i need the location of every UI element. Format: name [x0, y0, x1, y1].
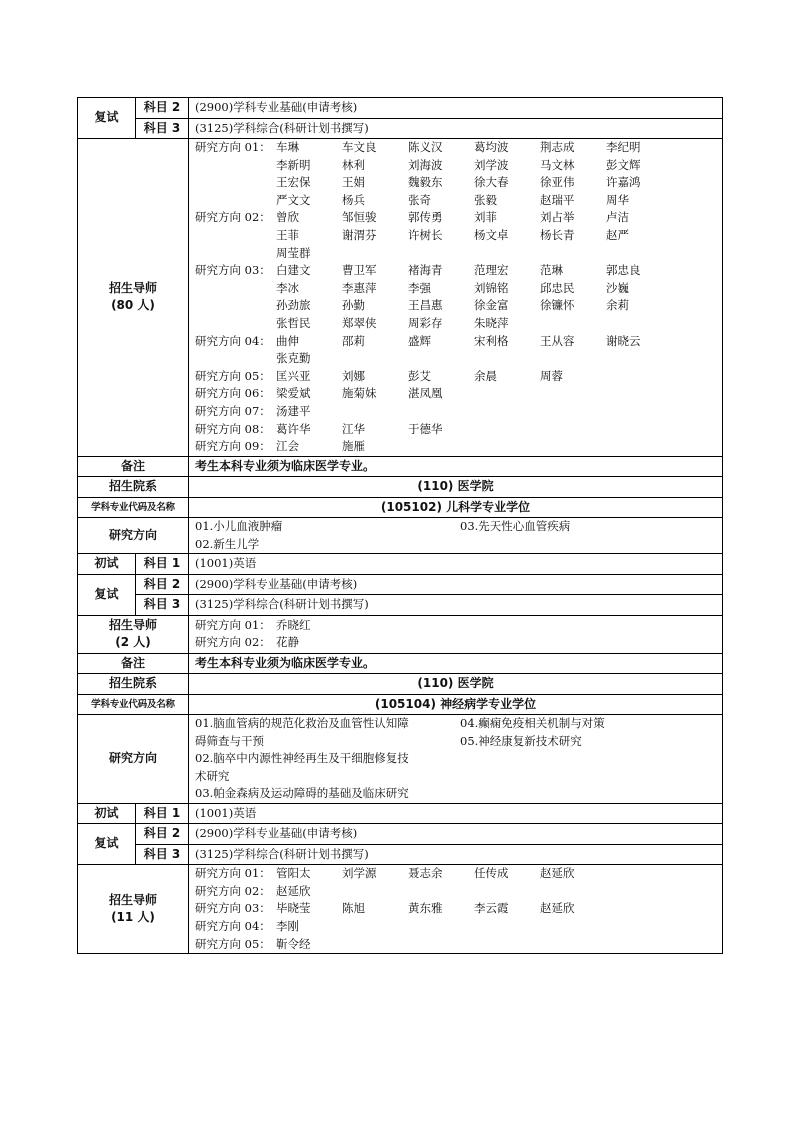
advisor-name: 严文文	[276, 192, 311, 207]
direction-prefix-spacer	[195, 350, 276, 368]
advisor-line	[195, 883, 716, 901]
advisor-name: 刘娜	[342, 368, 365, 383]
direction-prefix: 研究方向 05：	[195, 936, 271, 951]
direction-line: 02.脑卒中内源性神经再生及干细胞修复技	[195, 751, 409, 766]
direction-line: 03.帕金森病及运动障碍的基础及临床研究	[195, 786, 409, 801]
direction-line: 03.先天性心血管疾病	[460, 519, 571, 534]
direction-line: 04.癫痫免疫相关机制与对策	[460, 716, 605, 731]
direction-prefix: 研究方向 09：	[195, 439, 271, 454]
advisor-name: 任传成	[474, 866, 509, 881]
advisor-line	[195, 227, 716, 245]
advisor-name: 范理宏	[474, 263, 509, 278]
subject-3-value: (3125)学科综合(科研计划书撰写)	[189, 595, 723, 616]
advisor-name: 白建文	[276, 263, 311, 278]
advisor-name: 靳令经	[276, 936, 311, 951]
major-code-label: 学科专业代码及名称	[78, 694, 189, 715]
advisor-name: 赵瑞平	[540, 192, 575, 207]
advisor-name: 刘占举	[540, 210, 575, 225]
advisor-name: 张奇	[408, 192, 431, 207]
advisor-name: 毕晓莹	[276, 901, 311, 916]
advisor-name: 孙劲旅	[276, 298, 311, 313]
advisor-name: 湛凤凰	[408, 386, 443, 401]
direction-prefix: 研究方向 03：	[195, 901, 271, 916]
advisor-name: 江华	[342, 421, 365, 436]
advisor-line	[195, 918, 716, 936]
advisor-name: 杨兵	[342, 192, 365, 207]
advisor-name: 曲伸	[276, 333, 299, 348]
advisor-name: 朱晓萍	[474, 315, 509, 330]
note-value: 考生本科专业须为临床医学专业。	[189, 456, 723, 477]
direction-line: 02.新生儿学	[195, 536, 260, 551]
subject-3-label: 科目 3	[136, 118, 189, 139]
advisor-name: 赵严	[606, 227, 629, 242]
direction-prefix-spacer	[195, 297, 276, 315]
advisor-name: 赵延欣	[540, 901, 575, 916]
advisor-name: 周莹群	[276, 245, 311, 260]
subject-2-label: 科目 2	[136, 98, 189, 119]
advisors-label-title: 招生导师	[108, 892, 157, 907]
subject-1-value: (1001)英语	[189, 554, 723, 575]
advisors-label	[78, 865, 189, 954]
directions-left-column	[195, 518, 460, 553]
advisors-list	[189, 139, 723, 457]
advisor-name: 郭忠良	[606, 263, 641, 278]
college-value: (110) 医学院	[189, 674, 723, 695]
college-label: 招生院系	[78, 674, 189, 695]
advisors-label-title: 招生导师	[108, 617, 157, 632]
subject-2-label: 科目 2	[136, 824, 189, 845]
college-label: 招生院系	[78, 477, 189, 498]
advisor-name: 王昌惠	[408, 298, 443, 313]
direction-prefix: 研究方向 02：	[195, 883, 271, 898]
direction-prefix-spacer	[195, 192, 276, 210]
subject-2-value: (2900)学科专业基础(申请考核)	[189, 98, 723, 119]
advisor-name: 车琳	[276, 140, 299, 154]
direction-prefix: 研究方向 02：	[195, 210, 271, 225]
advisor-name: 徐金富	[474, 298, 509, 313]
direction-prefix: 研究方向 08：	[195, 421, 271, 436]
college-value: (110) 医学院	[189, 477, 723, 498]
note-label: 备注	[78, 653, 189, 674]
subject-1-label: 科目 1	[136, 554, 189, 575]
advisor-name: 于德华	[408, 421, 443, 436]
advisor-name: 邹恒骏	[342, 210, 377, 225]
advisor-name: 卢洁	[606, 210, 629, 225]
direction-line: 01.脑血管病的规范化救治及血管性认知障	[195, 716, 409, 731]
advisor-name: 黄东雅	[408, 901, 443, 916]
advisor-name: 葛许华	[276, 421, 311, 436]
advisor-name: 周彩存	[408, 315, 443, 330]
advisors-label-title: 招生导师	[108, 280, 157, 295]
advisor-name: 杨长青	[540, 227, 575, 242]
advisor-name: 邱忠民	[540, 280, 575, 295]
advisor-name: 邵莉	[342, 333, 365, 348]
advisor-name: 刘学源	[342, 866, 377, 881]
advisor-name: 匡兴亚	[276, 368, 311, 383]
advisor-name: 许树长	[408, 227, 443, 242]
advisor-name: 许嘉鸿	[606, 175, 641, 190]
advisor-name: 李云霞	[474, 901, 509, 916]
advisor-line	[195, 245, 716, 263]
direction-prefix: 研究方向 04：	[195, 918, 271, 933]
advisor-name: 刘学波	[474, 157, 509, 172]
research-direction-label: 研究方向	[78, 518, 189, 554]
initial-test-label: 初试	[78, 554, 136, 575]
advisor-name: 谢晓云	[606, 333, 641, 348]
subject-3-value: (3125)学科综合(科研计划书撰写)	[189, 118, 723, 139]
advisor-name: 张克勤	[276, 351, 311, 366]
advisor-line	[195, 209, 716, 227]
advisors-list	[189, 865, 723, 954]
advisor-name: 施雁	[342, 439, 365, 454]
advisor-name: 王宏保	[276, 175, 311, 190]
advisor-name: 车文良	[342, 140, 377, 154]
advisor-name: 彭文辉	[606, 157, 641, 172]
advisor-line	[195, 421, 716, 439]
retest-label: 复试	[78, 98, 136, 139]
subject-3-label: 科目 3	[136, 844, 189, 865]
direction-line: 01.小儿血液肿瘤	[195, 519, 283, 534]
advisor-line	[195, 617, 716, 635]
advisor-name: 宋利格	[474, 333, 509, 348]
advisor-name: 徐大春	[474, 175, 509, 190]
advisor-name: 王娟	[342, 175, 365, 190]
subject-2-label: 科目 2	[136, 574, 189, 595]
advisor-name: 聂志余	[408, 866, 443, 881]
direction-prefix: 研究方向 07：	[195, 403, 271, 418]
advisor-line	[195, 634, 716, 652]
admissions-table	[77, 97, 723, 954]
advisor-line	[195, 865, 716, 883]
research-direction-label: 研究方向	[78, 715, 189, 804]
direction-line: 术研究	[195, 768, 230, 783]
advisor-name: 李新明	[276, 157, 311, 172]
advisor-name: 汤建平	[276, 403, 311, 418]
advisor-line	[195, 900, 716, 918]
advisor-line	[195, 403, 716, 421]
initial-test-label: 初试	[78, 803, 136, 824]
major-code-value: (105104) 神经病学专业学位	[189, 694, 723, 715]
direction-prefix-spacer	[195, 315, 276, 333]
advisor-line	[195, 192, 716, 210]
advisor-name: 褚海青	[408, 263, 443, 278]
direction-line: 碍筛查与干预	[195, 733, 264, 748]
note-label: 备注	[78, 456, 189, 477]
direction-prefix: 研究方向 01：	[195, 617, 271, 632]
advisor-name: 周蓉	[540, 368, 563, 383]
advisor-name: 范琳	[540, 263, 563, 278]
advisors-count: (11 人)	[111, 910, 155, 925]
advisor-name: 彭艾	[408, 368, 431, 383]
advisor-line	[195, 385, 716, 403]
subject-2-value: (2900)学科专业基础(申请考核)	[189, 574, 723, 595]
advisor-line	[195, 315, 716, 333]
advisor-name: 葛均波	[474, 140, 509, 154]
advisor-name: 赵延欣	[540, 866, 575, 881]
subject-3-value: (3125)学科综合(科研计划书撰写)	[189, 844, 723, 865]
advisor-name: 周华	[606, 192, 629, 207]
advisor-name: 李冰	[276, 280, 299, 295]
advisor-name: 赵延欣	[276, 883, 311, 898]
advisor-name: 李强	[408, 280, 431, 295]
direction-line: 05.神经康复新技术研究	[460, 733, 582, 748]
direction-prefix-spacer	[195, 280, 276, 298]
advisor-name: 陈旭	[342, 901, 365, 916]
advisor-name: 梁爱斌	[276, 386, 311, 401]
directions-left-column	[195, 715, 460, 803]
advisor-name: 马文林	[540, 157, 575, 172]
subject-3-label: 科目 3	[136, 595, 189, 616]
advisor-name: 李纪明	[606, 140, 641, 154]
advisor-name: 魏毅东	[408, 175, 443, 190]
advisor-name: 曹卫军	[342, 263, 377, 278]
advisor-name: 余晨	[474, 368, 497, 383]
direction-prefix: 研究方向 01：	[195, 866, 271, 881]
advisors-count: (2 人)	[115, 635, 151, 650]
advisor-name: 余莉	[606, 298, 629, 313]
major-code-label: 学科专业代码及名称	[78, 497, 189, 518]
advisors-label	[78, 615, 189, 653]
advisor-name: 管阳太	[276, 866, 311, 881]
advisor-name: 林利	[342, 157, 365, 172]
advisor-name: 杨文卓	[474, 227, 509, 242]
direction-prefix: 研究方向 03：	[195, 263, 271, 278]
direction-prefix: 研究方向 05：	[195, 368, 271, 383]
advisor-name: 张毅	[474, 192, 497, 207]
advisors-list	[189, 615, 723, 653]
research-directions	[189, 518, 723, 554]
direction-prefix: 研究方向 04：	[195, 333, 271, 348]
retest-label: 复试	[78, 574, 136, 615]
subject-1-value: (1001)英语	[189, 803, 723, 824]
advisor-name: 徐亚伟	[540, 175, 575, 190]
advisor-name: 王菲	[276, 227, 299, 242]
advisor-name: 张哲民	[276, 315, 311, 330]
direction-prefix-spacer	[195, 157, 276, 175]
advisor-line	[195, 936, 716, 954]
advisor-name: 谢渭芬	[342, 227, 377, 242]
advisor-name: 王从容	[540, 333, 575, 348]
advisors-label	[78, 139, 189, 457]
advisor-line	[195, 368, 716, 386]
advisor-name: 孙勤	[342, 298, 365, 313]
advisor-name: 李刚	[276, 918, 299, 933]
advisor-name: 刘海波	[408, 157, 443, 172]
advisor-name: 郑翠侠	[342, 315, 377, 330]
advisor-line	[195, 280, 716, 298]
advisor-name: 荆志成	[540, 140, 575, 154]
directions-right-column	[460, 715, 605, 803]
advisor-name: 刘锦铭	[474, 280, 509, 295]
direction-prefix-spacer	[195, 227, 276, 245]
subject-1-label: 科目 1	[136, 803, 189, 824]
direction-prefix: 研究方向 01：	[195, 140, 271, 154]
advisor-line	[195, 333, 716, 351]
advisor-name: 江会	[276, 439, 299, 454]
advisor-line	[195, 350, 716, 368]
advisor-name: 郭传勇	[408, 210, 443, 225]
note-value: 考生本科专业须为临床医学专业。	[189, 653, 723, 674]
advisor-line	[195, 438, 716, 456]
direction-prefix-spacer	[195, 174, 276, 192]
direction-prefix: 研究方向 06：	[195, 386, 271, 401]
direction-prefix-spacer	[195, 245, 276, 263]
research-directions	[189, 715, 723, 804]
advisor-name: 徐镰怀	[540, 298, 575, 313]
major-code-value: (105102) 儿科学专业学位	[189, 497, 723, 518]
advisor-name: 沙巍	[606, 280, 629, 295]
advisor-line	[195, 297, 716, 315]
advisor-line	[195, 139, 716, 157]
advisor-name: 刘菲	[474, 210, 497, 225]
directions-right-column	[460, 518, 570, 553]
advisor-name: 乔晓红	[276, 617, 311, 632]
retest-label: 复试	[78, 824, 136, 865]
advisors-count: (80 人)	[111, 298, 155, 313]
advisor-line	[195, 174, 716, 192]
advisor-name: 花静	[276, 635, 299, 650]
advisor-name: 陈义汉	[408, 140, 443, 154]
advisor-name: 李惠萍	[342, 280, 377, 295]
direction-prefix: 研究方向 02：	[195, 635, 271, 650]
advisor-name: 曾欣	[276, 210, 299, 225]
advisor-line	[195, 157, 716, 175]
advisor-name: 盛辉	[408, 333, 431, 348]
advisor-name: 施菊妹	[342, 386, 377, 401]
advisor-line	[195, 262, 716, 280]
subject-2-value: (2900)学科专业基础(申请考核)	[189, 824, 723, 845]
